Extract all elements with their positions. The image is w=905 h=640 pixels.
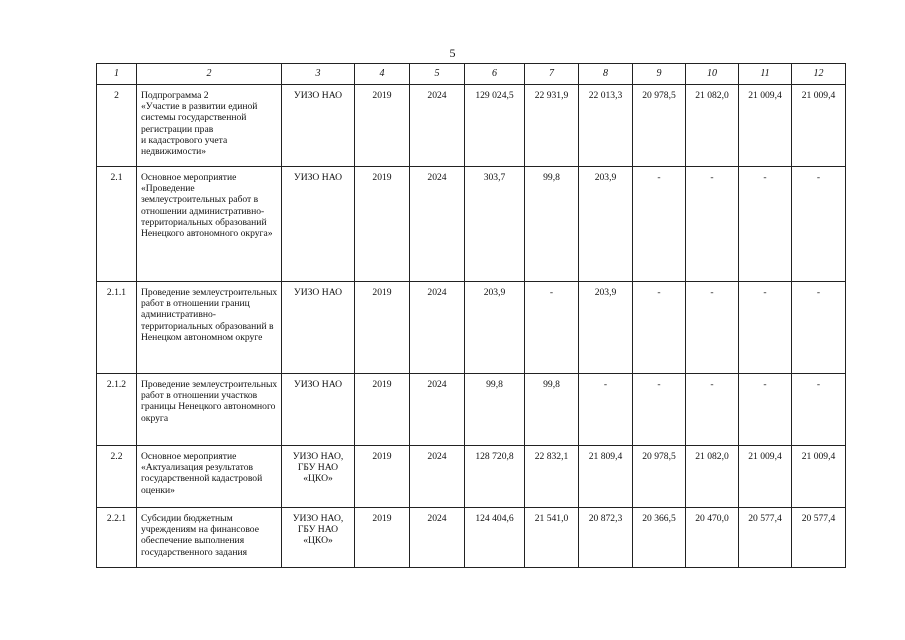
row-number: 2.1	[97, 167, 137, 282]
row-value: 22 832,1	[525, 446, 579, 508]
row-value: 203,9	[465, 282, 525, 374]
table-row	[97, 446, 846, 508]
row-number: 2.2	[97, 446, 137, 508]
column-number-6: 6	[465, 64, 525, 85]
row-value: -	[686, 374, 739, 446]
row-value: -	[792, 282, 846, 374]
table-row	[97, 85, 846, 167]
row-value: 129 024,5	[465, 85, 525, 167]
row-end-year: 2024	[410, 508, 465, 568]
page-number: 5	[449, 46, 456, 60]
row-start-year: 2019	[355, 282, 410, 374]
row-value: 21 009,4	[792, 85, 846, 167]
row-name: Субсидии бюджетным учреждениям на финансовое обеспечение выполнения государственного задания	[137, 508, 282, 568]
row-value: -	[792, 374, 846, 446]
row-end-year: 2024	[410, 374, 465, 446]
row-name: Проведение землеустроительных работ в отношении участков границы Ненецкого автономного округа	[137, 374, 282, 446]
column-number-12: 12	[792, 64, 846, 85]
row-name: Подпрограмма 2 «Участие в развитии единой системы государственной регистрации прав и кадастрового учета недвижимости»	[137, 85, 282, 167]
row-name: Проведение землеустроительных работ в отношении границ административно-территориальных образований в Ненецком автономном округе	[137, 282, 282, 374]
row-value: -	[739, 374, 792, 446]
row-value: 203,9	[579, 167, 633, 282]
row-value: 99,8	[525, 374, 579, 446]
column-number-8: 8	[579, 64, 633, 85]
row-end-year: 2024	[410, 85, 465, 167]
row-value: 128 720,8	[465, 446, 525, 508]
row-start-year: 2019	[355, 85, 410, 167]
row-value: -	[686, 282, 739, 374]
row-executor: УИЗО НАО	[282, 282, 355, 374]
row-start-year: 2019	[355, 508, 410, 568]
row-value: -	[792, 167, 846, 282]
table-body	[97, 64, 846, 568]
row-value: -	[633, 167, 686, 282]
row-value: 20 577,4	[792, 508, 846, 568]
table-row	[97, 374, 846, 446]
table-row	[97, 282, 846, 374]
row-executor: УИЗО НАО, ГБУ НАО «ЦКО»	[282, 508, 355, 568]
column-number-9: 9	[633, 64, 686, 85]
row-value: 20 978,5	[633, 446, 686, 508]
row-name: Основное мероприятие «Актуализация результатов государственной кадастровой оценки»	[137, 446, 282, 508]
column-number-3: 3	[282, 64, 355, 85]
row-end-year: 2024	[410, 167, 465, 282]
row-executor: УИЗО НАО	[282, 85, 355, 167]
row-value: 21 541,0	[525, 508, 579, 568]
row-number: 2	[97, 85, 137, 167]
header-row	[97, 64, 846, 85]
row-value: 124 404,6	[465, 508, 525, 568]
table-row	[97, 508, 846, 568]
row-value: 99,8	[465, 374, 525, 446]
row-end-year: 2024	[410, 446, 465, 508]
row-number: 2.1.1	[97, 282, 137, 374]
row-value: 21 009,4	[792, 446, 846, 508]
row-value: 21 809,4	[579, 446, 633, 508]
row-value: 303,7	[465, 167, 525, 282]
row-value: -	[579, 374, 633, 446]
row-start-year: 2019	[355, 167, 410, 282]
column-number-7: 7	[525, 64, 579, 85]
row-end-year: 2024	[410, 282, 465, 374]
row-value: -	[686, 167, 739, 282]
row-value: 21 082,0	[686, 85, 739, 167]
row-executor: УИЗО НАО	[282, 374, 355, 446]
row-value: 20 366,5	[633, 508, 686, 568]
row-value: 203,9	[579, 282, 633, 374]
row-value: 21 009,4	[739, 446, 792, 508]
row-value: 20 577,4	[739, 508, 792, 568]
budget-table	[96, 63, 846, 568]
row-value: -	[525, 282, 579, 374]
row-executor: УИЗО НАО, ГБУ НАО «ЦКО»	[282, 446, 355, 508]
row-start-year: 2019	[355, 374, 410, 446]
row-value: 20 872,3	[579, 508, 633, 568]
column-number-5: 5	[410, 64, 465, 85]
column-number-1: 1	[97, 64, 137, 85]
row-number: 2.2.1	[97, 508, 137, 568]
row-value: 22 931,9	[525, 85, 579, 167]
column-number-4: 4	[355, 64, 410, 85]
row-value: 21 009,4	[739, 85, 792, 167]
row-value: -	[739, 282, 792, 374]
row-value: 22 013,3	[579, 85, 633, 167]
row-value: -	[633, 374, 686, 446]
row-number: 2.1.2	[97, 374, 137, 446]
column-number-10: 10	[686, 64, 739, 85]
column-number-11: 11	[739, 64, 792, 85]
row-value: 20 470,0	[686, 508, 739, 568]
row-name: Основное мероприятие «Проведение землеустроительных работ в отношении административно-территориальных образований Ненецкого автономного округа»	[137, 167, 282, 282]
row-value: 20 978,5	[633, 85, 686, 167]
row-value: 99,8	[525, 167, 579, 282]
row-start-year: 2019	[355, 446, 410, 508]
table-row	[97, 167, 846, 282]
row-value: 21 082,0	[686, 446, 739, 508]
column-number-2: 2	[137, 64, 282, 85]
row-value: -	[739, 167, 792, 282]
row-executor: УИЗО НАО	[282, 167, 355, 282]
row-value: -	[633, 282, 686, 374]
